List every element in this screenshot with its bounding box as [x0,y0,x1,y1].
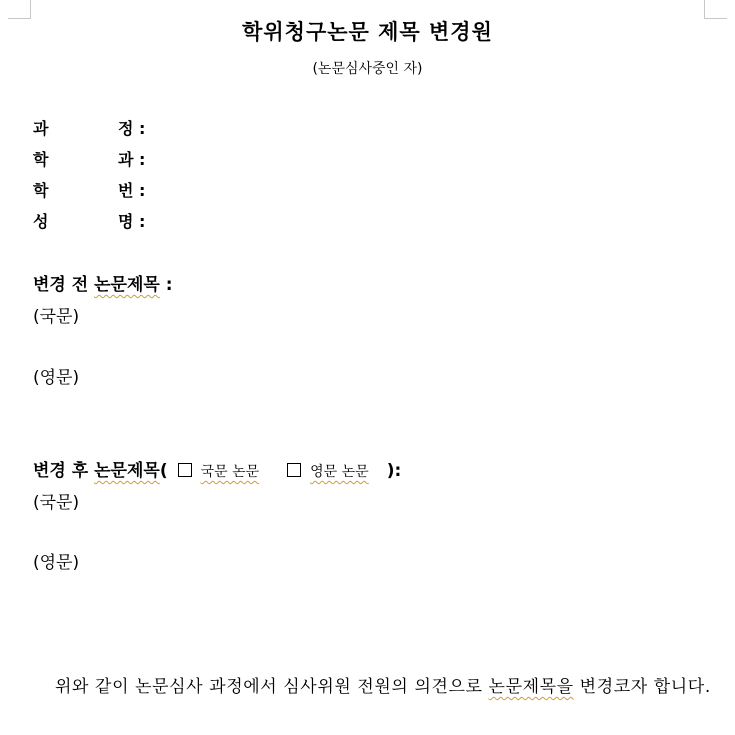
before-english-label: (영문) [33,368,80,388]
statement-text-c: 변경코자 합니다. [573,677,711,697]
after-heading-word: 논문제목 [94,461,160,481]
after-english-label: (영문) [33,553,80,573]
document-title: 학위청구논문 제목 변경원 [242,20,493,44]
statement-text-b: 논문제목을 [488,677,574,697]
before-heading-prefix: 변경 전 [33,275,95,295]
after-korean-label: (국문) [33,493,80,513]
field-department-label-2: 과 : [118,149,146,169]
field-course-label-1: 과 [33,118,49,138]
field-student-id-label-2: 번 : [118,180,146,200]
english-option-label: 영문 논문 [310,464,369,480]
after-heading-open: ( [159,461,168,481]
field-department-label-1: 학 [33,149,49,169]
field-student-id [33,177,145,201]
before-heading-word: 논문제목 [94,275,160,295]
korean-option-label: 국문 논문 [200,464,260,480]
before-heading-suffix: : [159,275,173,295]
field-name [33,208,145,232]
field-name-label-1: 성 [33,211,49,231]
after-title-heading [33,456,401,481]
english-option-checkbox[interactable] [287,463,301,477]
before-title-heading [33,270,173,295]
statement-paragraph [33,672,711,703]
after-heading-close: ): [386,461,402,481]
korean-option-checkbox[interactable] [178,463,192,477]
field-department [33,146,145,170]
field-course-label-2: 정 : [118,118,146,138]
after-heading-prefix: 변경 후 [33,461,95,481]
document-subtitle: (논문심사중인 자) [312,61,423,77]
statement-text-a: 위와 같이 논문심사 과정에서 심사위원 전원의 의견으로 [55,677,489,697]
before-korean-label: (국문) [33,307,80,327]
field-course [33,115,145,139]
field-name-label-2: 명 : [118,211,146,231]
field-student-id-label-1: 학 [33,180,49,200]
